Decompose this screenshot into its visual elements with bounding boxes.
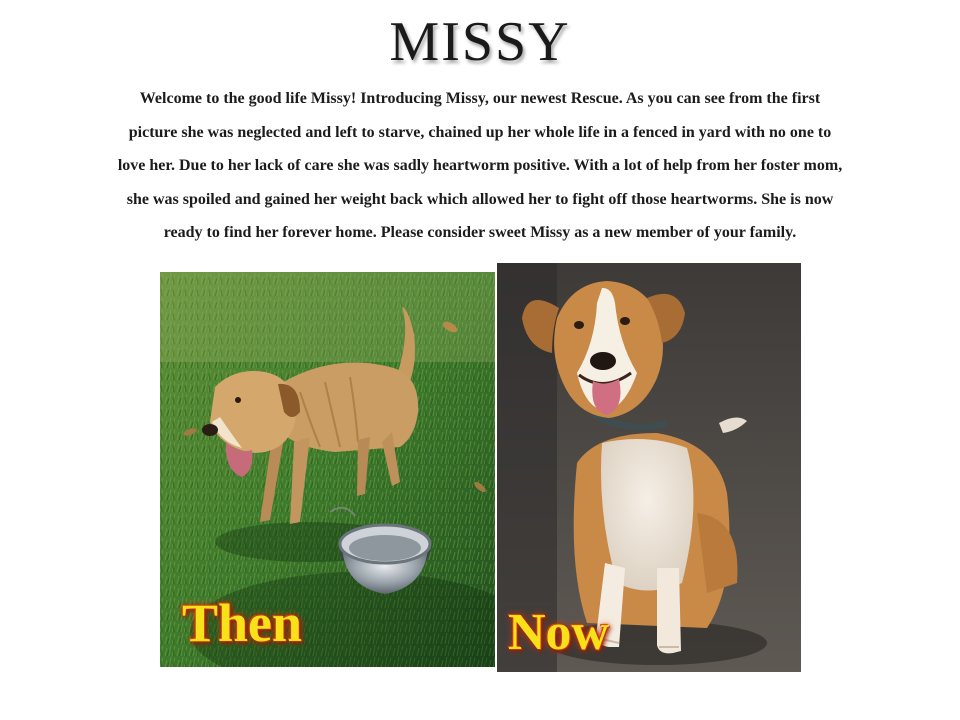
page-title: MISSY (389, 11, 571, 73)
story-line: Welcome to the good life Missy! Introducing Missy, our newest Rescue. As you can see from the first (139, 90, 821, 107)
story-text (40, 82, 920, 250)
story-line: love her. Due to her lack of care she was sadly heartworm positive. With a lot of help from her foster mom, (117, 157, 843, 174)
now-caption: Now (508, 604, 610, 661)
story-line: she was spoiled and gained her weight back which allowed her to fight off those heartworms. She is now (126, 190, 834, 208)
then-caption: Then (182, 593, 303, 653)
story-line: picture she was neglected and left to starve, chained up her whole life in a fenced in yard with no one to (128, 123, 832, 141)
story-line: ready to find her forever home. Please consider sweet Missy as a new member of your family. (163, 224, 797, 241)
